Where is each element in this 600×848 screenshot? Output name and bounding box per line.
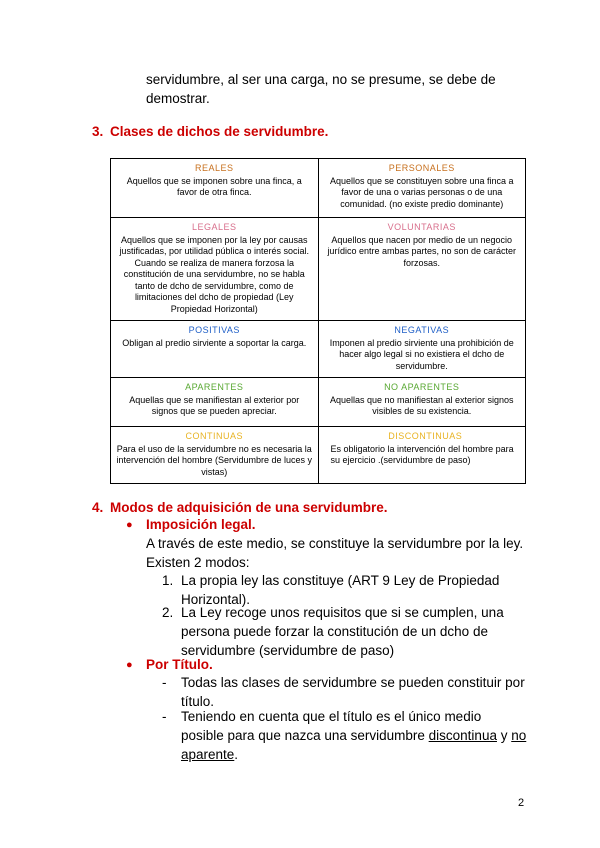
section-4-title: Modos de adquisición de una servidumbre. — [110, 500, 388, 515]
list-text: La propia ley las constituye (ART 9 Ley de Propiedad Horizontal). — [181, 573, 500, 607]
bullet-por-titulo — [126, 655, 213, 675]
table-cell-reales — [111, 159, 319, 218]
section-4-heading — [92, 500, 388, 515]
cell-description: Aquellos que se imponen sobre una finca, a favor de otra finca. — [126, 175, 302, 197]
cell-heading: LEGALES — [191, 222, 237, 232]
table-row — [111, 218, 526, 321]
list-marker: 2. — [162, 605, 174, 620]
imposicion-paragraph: A través de este medio, se constituye la servidumbre por la ley. Existen 2 modos: — [146, 536, 524, 570]
cell-description: Aquellos que se constituyen sobre una finca a favor de una o varias personas o de una comunidad. (no existe predio dominante) — [329, 175, 514, 209]
table-cell-voluntarias — [318, 218, 526, 321]
intro-paragraph — [146, 70, 546, 108]
cell-description: Para el uso de la servidumbre no es necesaria la intervención del hombre (Servidumbre de luces y vistas) — [116, 443, 313, 477]
cell-heading: PERSONALES — [388, 163, 455, 173]
cell-heading: REALES — [194, 163, 234, 173]
cell-heading: POSITIVAS — [188, 325, 240, 335]
list-text-part: . — [234, 747, 239, 762]
intro-line-1: servidumbre, al ser una carga, no se presume, se debe de — [146, 72, 496, 87]
table-row — [111, 427, 526, 484]
cell-heading: APARENTES — [185, 382, 244, 392]
cell-description: Imponen al predio sirviente una prohibición de hacer algo legal si no existiera el dcho de servidumbre. — [329, 337, 514, 371]
table-cell-discontinuas — [318, 427, 526, 484]
table-cell-negativas — [318, 321, 526, 378]
underlined-term-discontinua: discontinua — [428, 728, 497, 743]
table-cell-personales — [318, 159, 526, 218]
cell-description: Aquellas que no manifiestan al exterior signos visibles de su existencia. — [329, 394, 514, 416]
bullet-label: Imposición legal. — [146, 517, 256, 532]
section-3-title: Clases de dichos de servidumbre. — [110, 124, 329, 139]
list-item — [162, 673, 527, 711]
cell-heading: DISCONTINUAS — [388, 431, 463, 441]
cell-description: Aquellos que nacen por medio de un negocio jurídico entre ambas partes, no son de carácter forzosas. — [327, 234, 517, 268]
list-text: Todas las clases de servidumbre se pueden constituir por título. — [181, 675, 525, 709]
list-item — [162, 603, 527, 660]
list-item — [162, 707, 527, 764]
section-4-number: 4. — [92, 500, 104, 515]
underlined-term-no-aparente: no aparente — [181, 728, 527, 762]
cell-heading: VOLUNTARIAS — [387, 222, 456, 232]
intro-line-2: demostrar. — [146, 91, 210, 106]
table-row — [111, 159, 526, 218]
section-3-heading — [92, 124, 328, 139]
table-row — [111, 378, 526, 427]
table-cell-legales — [111, 218, 319, 321]
page-number: 2 — [518, 797, 525, 809]
cell-description: Aquellos que se imponen por la ley por causas justificadas, por utilidad pública o interés social. Cuando se realiza de manera forzosa la constitución de una servidumbre, no se habla tanto de dcho de servidumbre, como de limitaciones del dcho de propiedad (Ley Propiedad Horizontal) — [119, 234, 310, 314]
table-cell-no-aparentes — [318, 378, 526, 427]
table-cell-continuas — [111, 427, 319, 484]
cell-description: Obligan al predio sirviente a soportar la carga. — [122, 337, 307, 348]
list-marker: 1. — [162, 573, 174, 588]
servidumbre-classes-table — [110, 158, 526, 484]
table-cell-positivas — [111, 321, 319, 378]
section-3-number: 3. — [92, 124, 104, 139]
bullet-label: Por Título. — [146, 657, 213, 672]
cell-heading: NO APARENTES — [384, 382, 460, 392]
cell-description: Es obligatorio la intervención del hombre para su ejercicio .(servidumbre de paso) — [330, 443, 514, 465]
cell-heading: NEGATIVAS — [394, 325, 450, 335]
cell-description: Aquellas que se manifiestan al exterior por signos que se pueden apreciar. — [129, 394, 300, 416]
table-cell-aparentes — [111, 378, 319, 427]
bullet-dot-icon: ● — [126, 659, 133, 671]
table-row — [111, 321, 526, 378]
list-text-part: y — [496, 728, 512, 743]
bullet-imposicion-legal — [126, 515, 256, 535]
list-text-part: Teniendo en cuenta que el título es el único medio posible para que nazca una servidumbre — [181, 709, 482, 743]
bullet-dot-icon: ● — [126, 519, 133, 531]
list-text: La Ley recoge unos requisitos que si se cumplen, una persona puede forzar la constitución de un dcho de servidumbre (servidumbre de paso) — [181, 605, 504, 658]
cell-heading: CONTINUAS — [185, 431, 243, 441]
list-marker: - — [162, 675, 167, 690]
list-marker: - — [162, 709, 167, 724]
list-text — [181, 707, 527, 764]
